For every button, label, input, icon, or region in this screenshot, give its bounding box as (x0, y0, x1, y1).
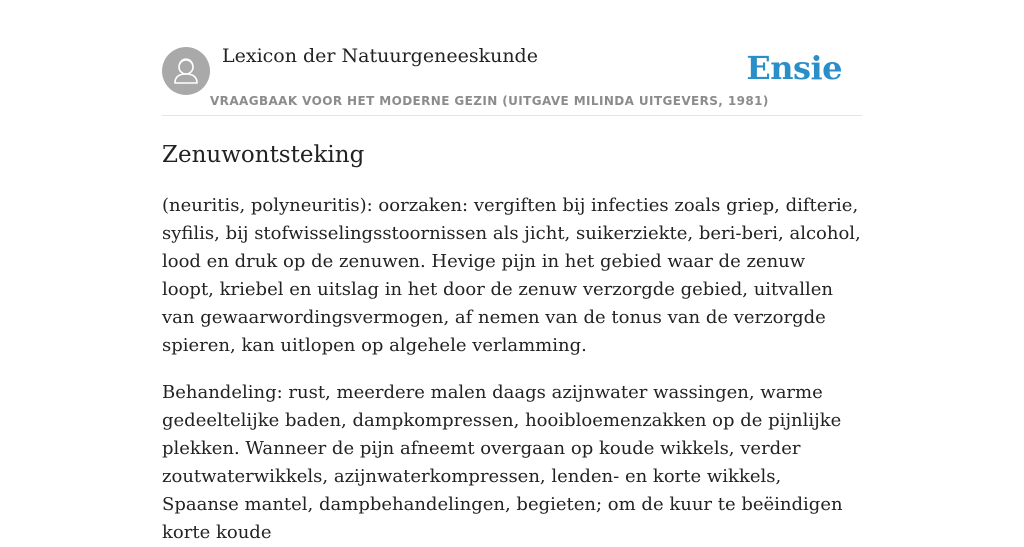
source-title-link[interactable]: Lexicon der Natuurgeneeskunde (222, 45, 538, 67)
source-header (162, 0, 862, 116)
article-paragraph: (neuritis, polyneuritis): oorzaken: vergiften bij infecties zoals griep, difterie, syfilis, bij stofwisselingsstoornissen als jicht, suikerziekte, beri-beri, alcohol, lood en druk op de zenuwen. Hevige pijn in het gebied waar de zenuw loopt, kriebel en uitslag in het door de zenuw verzorgde gebied, uitvallen van gewaarwordingsvermogen, af nemen van de tonus van de verzorgde spieren, kan uitlopen op algehele verlamming. (162, 195, 861, 356)
source-subtitle: VRAAGBAAK VOOR HET MODERNE GEZIN (UITGAVE MILINDA UITGEVERS, 1981) (210, 94, 769, 108)
content-container (162, 0, 862, 547)
article-title: Zenuwontsteking (162, 142, 365, 168)
article-paragraph: Behandeling: rust, meerdere malen daags azijnwater wassingen, warme gedeeltelijke baden, dampkompressen, hooibloemenzakken op de pijnlijke plekken. Wanneer de pijn afneemt overgaan op koude wikkels, verder zoutwaterwikkels, azijnwaterkompressen, lenden- en korte wikkels, Spaanse mantel, dampbehandelingen, begieten; om de kuur te beëindigen korte koude (162, 382, 843, 543)
article-body (162, 192, 862, 547)
user-icon (162, 47, 210, 95)
article (162, 141, 862, 547)
ensie-logo[interactable]: Ensie (746, 49, 842, 87)
source-avatar[interactable] (162, 47, 210, 95)
